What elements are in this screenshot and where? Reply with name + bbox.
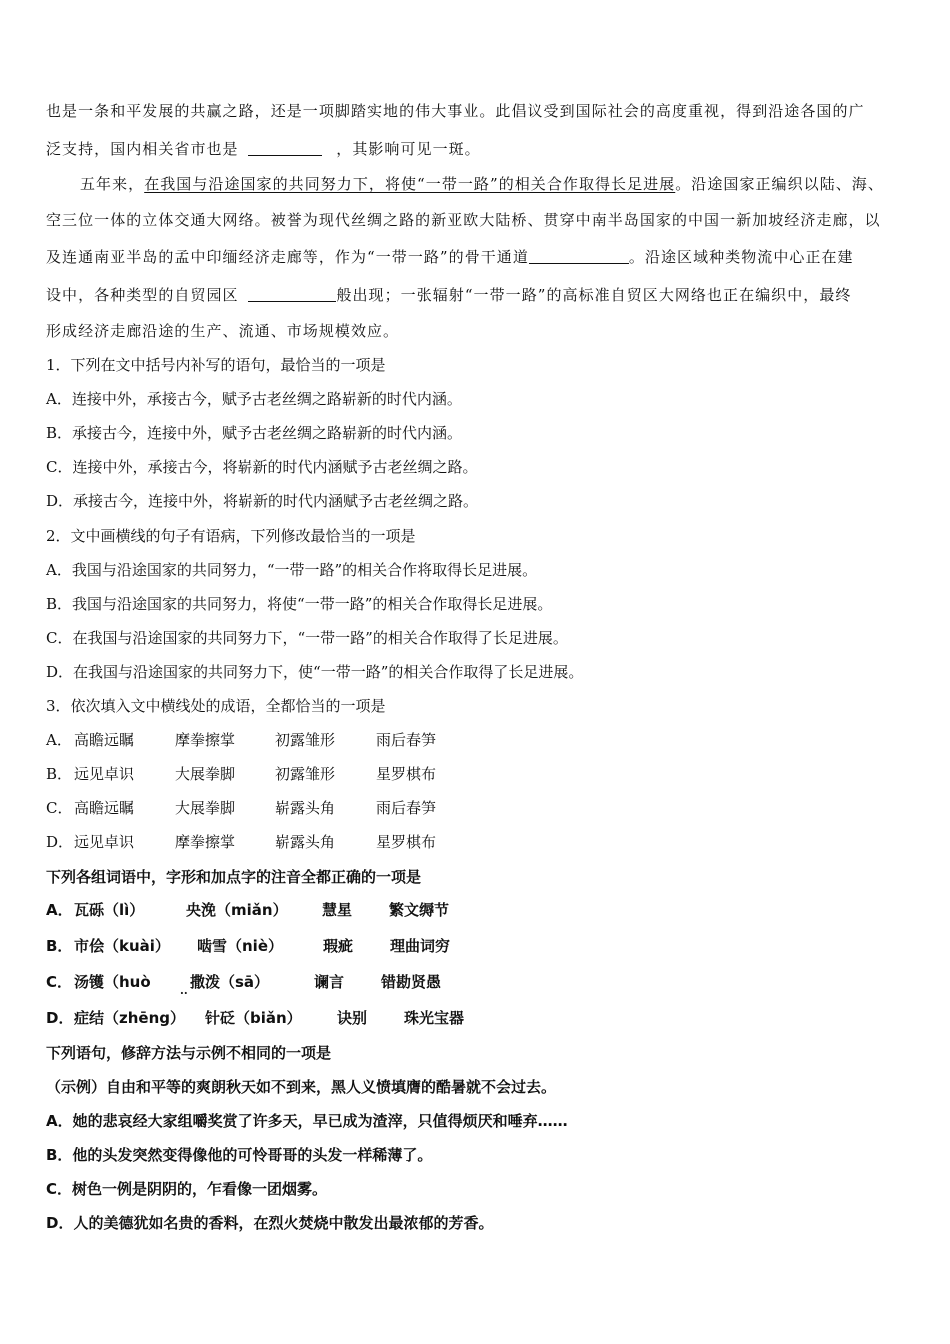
option-label: C． (46, 799, 73, 817)
question-1-stem: 1．下列在文中括号内补写的语句，最恰当的一项是 (46, 356, 386, 374)
option-word: 慧星 (322, 901, 353, 919)
question-5-example: （示例）自由和平等的爽朗秋天如不到来，黑人义愤填膺的酷暑就不会过去。 (46, 1078, 557, 1096)
option-idiom: 远见卓识 (74, 765, 135, 783)
question-1-option-a[interactable]: A．连接中外，承接古今，赋予古老丝绸之路崭新的时代内涵。 (46, 390, 462, 408)
question-2-stem: 2．文中画横线的句子有语病，下列修改最恰当的一项是 (46, 527, 416, 545)
question-3-stem: 3．依次填入文中横线处的成语，全都恰当的一项是 (46, 697, 386, 715)
option-idiom: 初露雏形 (275, 731, 336, 749)
option-label: D． (46, 1009, 74, 1027)
question-4-stem: 下列各组词语中，字形和加点字的注音全都正确的一项是 (46, 868, 422, 886)
option-word: 错勘贤愚 (381, 973, 442, 991)
passage-text: 。沿途国家正编织以陆、海、 (675, 175, 884, 193)
option-word: 针砭（biǎn） (205, 1009, 302, 1027)
question-1-option-d[interactable]: D．承接古今，连接中外，将崭新的时代内涵赋予古老丝绸之路。 (46, 492, 479, 510)
option-idiom: 崭露头角 (275, 799, 336, 817)
emphasis-dots: .. (180, 984, 188, 997)
option-idiom: 高瞻远瞩 (74, 731, 135, 749)
fill-blank-3 (248, 287, 336, 302)
option-label: C． (46, 973, 73, 991)
passage-text: ，其影响可见一斑。 (336, 140, 481, 158)
option-idiom: 崭露头角 (275, 833, 336, 851)
question-2-option-b[interactable]: B．我国与沿途国家的共同努力，将使“一带一路”的相关合作取得长足进展。 (46, 595, 553, 613)
fill-blank-1 (248, 141, 322, 156)
underlined-sentence: 在我国与沿途国家的共同努力下，将使“一带一路”的相关合作取得长足进展 (144, 175, 676, 193)
question-2-option-a[interactable]: A．我国与沿途国家的共同努力，“一带一路”的相关合作将取得长足进展。 (46, 561, 538, 579)
passage-line-3 (80, 174, 884, 194)
option-label: A． (46, 731, 72, 749)
option-idiom: 星罗棋布 (376, 765, 437, 783)
option-word: 瓦砾（lì） (74, 901, 145, 919)
option-word: 撒泼（sā） (190, 973, 270, 991)
question-2-option-d[interactable]: D．在我国与沿途国家的共同努力下，使“一带一路”的相关合作取得了长足进展。 (46, 663, 584, 681)
passage-text: 五年来， (80, 175, 145, 193)
option-idiom: 雨后春笋 (376, 799, 437, 817)
option-idiom: 星罗棋布 (376, 833, 437, 851)
question-5-stem: 下列语句，修辞方法与示例不相同的一项是 (46, 1044, 332, 1062)
passage-line-5 (46, 247, 854, 267)
option-word: 谰言 (314, 973, 345, 991)
fill-blank-2 (529, 249, 629, 264)
question-1-option-b[interactable]: B．承接古今，连接中外，赋予古老丝绸之路崭新的时代内涵。 (46, 424, 463, 442)
option-label: B． (46, 765, 73, 783)
passage-text: 也是一条和平发展的共赢之路，还是一项脚踏实地的伟大事业。此倡议受到国际社会的高度重视，得到沿途各国的广 (46, 102, 865, 120)
question-1-option-c[interactable]: C．连接中外，承接古今，将崭新的时代内涵赋予古老丝绸之路。 (46, 458, 478, 476)
option-idiom: 大展拳脚 (175, 799, 236, 817)
question-5-option-a[interactable]: A．她的悲哀经大家组嚼奖赏了许多天，早已成为渣滓，只值得烦厌和唾弃…… (46, 1112, 568, 1130)
question-5-option-b[interactable]: B．他的头发突然变得像他的可怜哥哥的头发一样稀薄了。 (46, 1146, 433, 1164)
passage-text: 及连通南亚半岛的孟中印缅经济走廊等，作为“一带一路”的骨干通道 (46, 248, 529, 266)
passage-text: 。沿途区域种类物流中心正在建 (628, 248, 854, 266)
option-word: 症结（zhēng） (74, 1009, 185, 1027)
option-word: 汤镬（huò (74, 973, 151, 991)
passage-line-6 (46, 285, 851, 305)
passage-text: 形成经济走廊沿途的生产、流通、市场规模效应。 (46, 322, 400, 340)
option-word: 央浼（miǎn） (186, 901, 288, 919)
option-idiom: 初露雏形 (275, 765, 336, 783)
option-word: 瑕疵 (323, 937, 354, 955)
option-word: 诀别 (337, 1009, 368, 1027)
option-idiom: 远见卓识 (74, 833, 135, 851)
option-label: A． (46, 901, 73, 919)
option-word: 啮雪（niè） (197, 937, 283, 955)
passage-text: 空三位一体的立体交通大网络。被誉为现代丝绸之路的新亚欧大陆桥、贯穿中南半岛国家的中国一新加坡经济走廊，以 (46, 211, 881, 229)
option-word: 珠光宝器 (404, 1009, 465, 1027)
option-idiom: 摩拳擦掌 (175, 833, 236, 851)
passage-text: 泛支持，国内相关省市也是 (46, 140, 239, 158)
passage-line-2 (46, 139, 481, 159)
option-label: D． (46, 833, 74, 851)
passage-line-7 (46, 321, 399, 341)
option-word: 理曲词穷 (390, 937, 451, 955)
option-word: 市侩（kuài） (74, 937, 170, 955)
passage-line-1 (46, 101, 865, 121)
passage-text: 般出现；一张辐射“一带一路”的高标准自贸区大网络也正在编织中，最终 (336, 286, 852, 304)
option-idiom: 雨后春笋 (376, 731, 437, 749)
option-idiom: 大展拳脚 (175, 765, 236, 783)
option-word: 繁文缛节 (389, 901, 450, 919)
option-idiom: 高瞻远瞩 (74, 799, 135, 817)
question-2-option-c[interactable]: C．在我国与沿途国家的共同努力下，“一带一路”的相关合作取得了长足进展。 (46, 629, 568, 647)
question-5-option-d[interactable]: D．人的美德犹如名贵的香料，在烈火焚烧中散发出最浓郁的芳香。 (46, 1214, 494, 1232)
option-label: B． (46, 937, 73, 955)
option-idiom: 摩拳擦掌 (175, 731, 236, 749)
question-5-option-c[interactable]: C．树色一例是阴阴的，乍看像一团烟雾。 (46, 1180, 328, 1198)
passage-text: 设中，各种类型的自贸园区 (46, 286, 239, 304)
passage-line-4 (46, 210, 881, 230)
